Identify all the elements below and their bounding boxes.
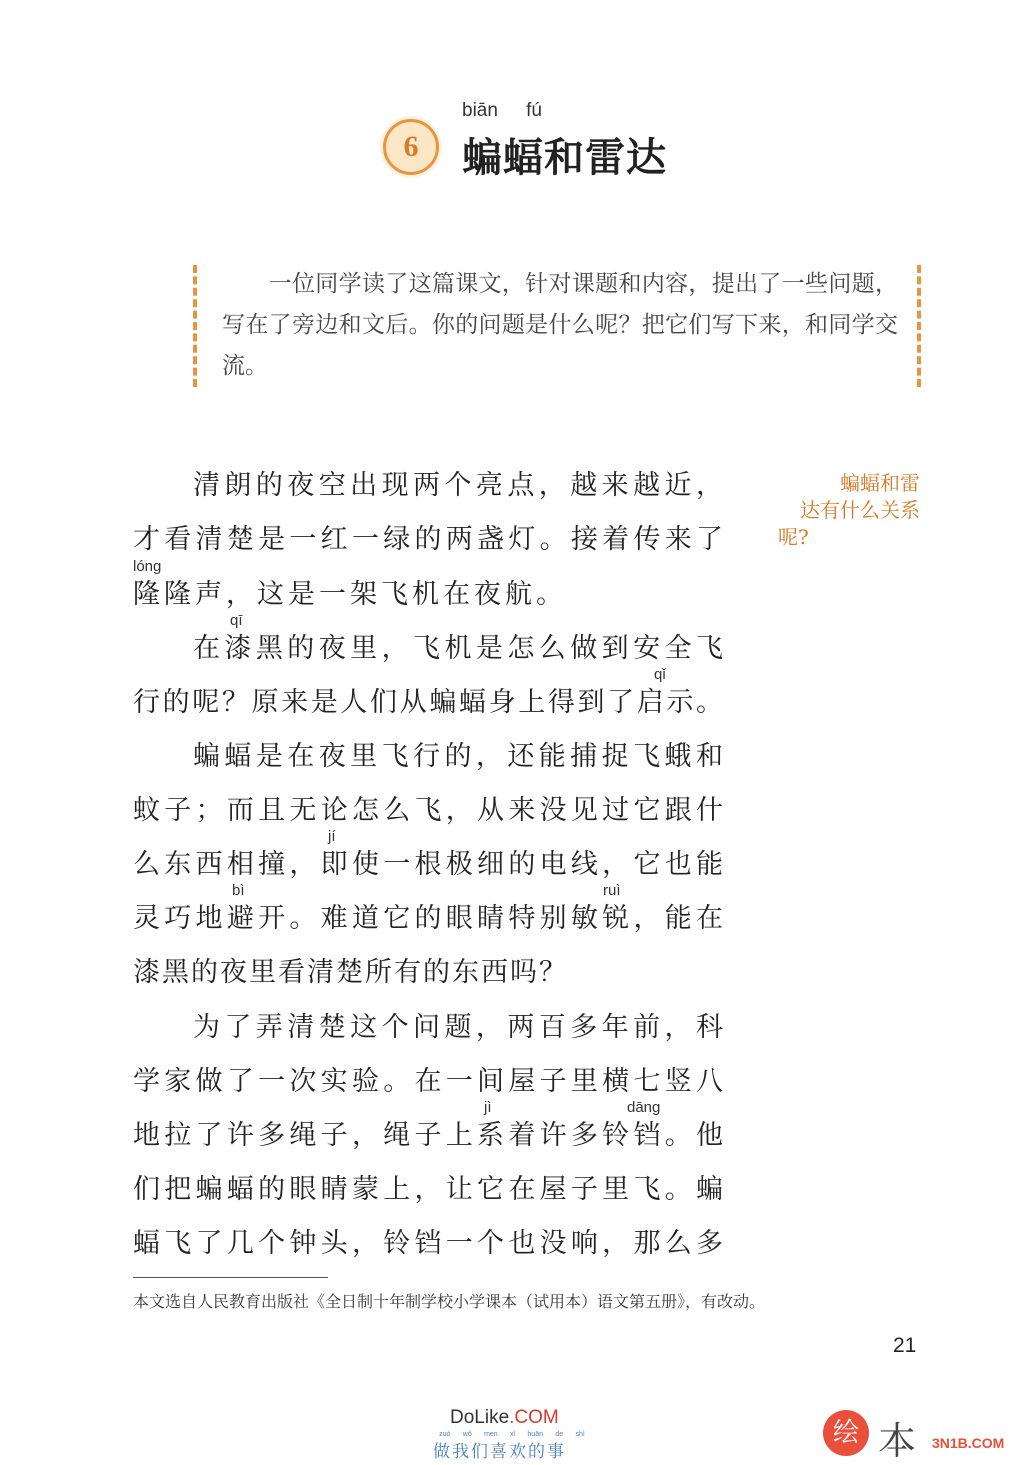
huiben-logo-icon: 绘 (823, 1410, 869, 1456)
dolike-watermark (450, 1407, 559, 1429)
body-line-4: 在漆黑的夜里，飞机是怎么做到安全飞 (193, 633, 723, 664)
body-line-7: 蚊子；而且无论怎么飞，从来没见过它跟什 (133, 795, 723, 826)
slogan-watermark: 做我们喜欢的事 (433, 1442, 566, 1462)
body-line-8: 么东西相撞，即使一根极细的电线，它也能 (133, 849, 723, 880)
margin-note-line-1: 蝙蝠和雷 (840, 471, 920, 495)
huiben-logo-char: 本 (878, 1419, 917, 1463)
margin-note-line-2: 达有什么关系 (800, 498, 920, 522)
pinyin-qi-paint: qī (230, 612, 243, 629)
body-line-9: 灵巧地避开。难道它的眼睛特别敏锐，能在 (133, 903, 723, 934)
lesson-number: 6 (403, 130, 419, 163)
pinyin-ji-tie: jì (484, 1099, 492, 1116)
slogan-pinyin-4: xǐ (510, 1431, 516, 1438)
slogan-pinyin-6: de (555, 1431, 564, 1438)
pinyin-qi-reveal: qǐ (654, 666, 666, 683)
slogan-pinyin-7: shì (575, 1431, 585, 1438)
body-line-1: 清朗的夜空出现两个亮点，越来越近， (193, 470, 723, 501)
pinyin-long: lóng (133, 558, 162, 575)
body-line-12: 学家做了一次实验。在一间屋子里横七竖八 (133, 1066, 723, 1097)
prompt-right-border (917, 265, 921, 387)
footnote-divider (133, 1277, 328, 1278)
huiben-site-text: 3N1B.COM (932, 1435, 1005, 1451)
pinyin-rui-sharp: ruì (603, 882, 621, 899)
dolike-watermark-name: DoLike (450, 1407, 510, 1428)
body-line-11: 为了弄清楚这个问题，两百多年前，科 (193, 1012, 723, 1043)
slogan-pinyin-5: huān (527, 1431, 543, 1438)
footnote: 本文选自人民教育出版社《全日制十年制学校小学课本（试用本）语文第五册》，有改动。 (133, 1292, 766, 1311)
lesson-number-badge (383, 119, 439, 175)
slogan-pinyin-3: men (484, 1431, 498, 1438)
pinyin-bi-avoid: bì (232, 882, 245, 899)
body-line-15: 蝠飞了几个钟头，铃铛一个也没响，那么多 (133, 1228, 723, 1259)
page-number: 21 (893, 1334, 917, 1357)
title-pinyin-2: fú (526, 100, 542, 121)
slogan-pinyin-2: wǒ (462, 1431, 472, 1438)
pinyin-dang-bell: dāng (627, 1099, 661, 1116)
margin-note (778, 470, 920, 551)
body-line-5: 行的呢？原来是人们从蝙蝠身上得到了启示。 (133, 687, 723, 718)
body-line-6: 蝙蝠是在夜里飞行的，还能捕捉飞蛾和 (193, 741, 723, 772)
pinyin-ji-even: jí (328, 828, 336, 845)
body-line-3: 隆隆声，这是一架飞机在夜航。 (133, 579, 567, 610)
title-pinyin (462, 100, 542, 122)
slogan-pinyin-1: zuò (439, 1431, 451, 1438)
prompt-left-border (193, 265, 197, 387)
body-line-14: 们把蝙蝠的眼睛蒙上，让它在屋子里飞。蝙 (133, 1174, 723, 1205)
prompt-text: 一位同学读了这篇课文，针对课题和内容，提出了一些问题，写在了旁边和文后。你的问题是什么呢？把它们写下来，和同学交流。 (222, 271, 898, 379)
body-line-2: 才看清楚是一红一绿的两盏灯。接着传来了 (133, 524, 723, 555)
title-pinyin-1: biān (462, 100, 498, 121)
lesson-title: 蝙蝠和雷达 (462, 134, 667, 181)
dolike-watermark-domain: .COM (509, 1407, 559, 1428)
margin-note-line-3: 呢? (778, 525, 809, 549)
body-line-13: 地拉了许多绳子，绳子上系着许多铃铛。他 (133, 1120, 723, 1151)
body-line-10: 漆黑的夜里看清楚所有的东西吗？ (133, 957, 568, 988)
